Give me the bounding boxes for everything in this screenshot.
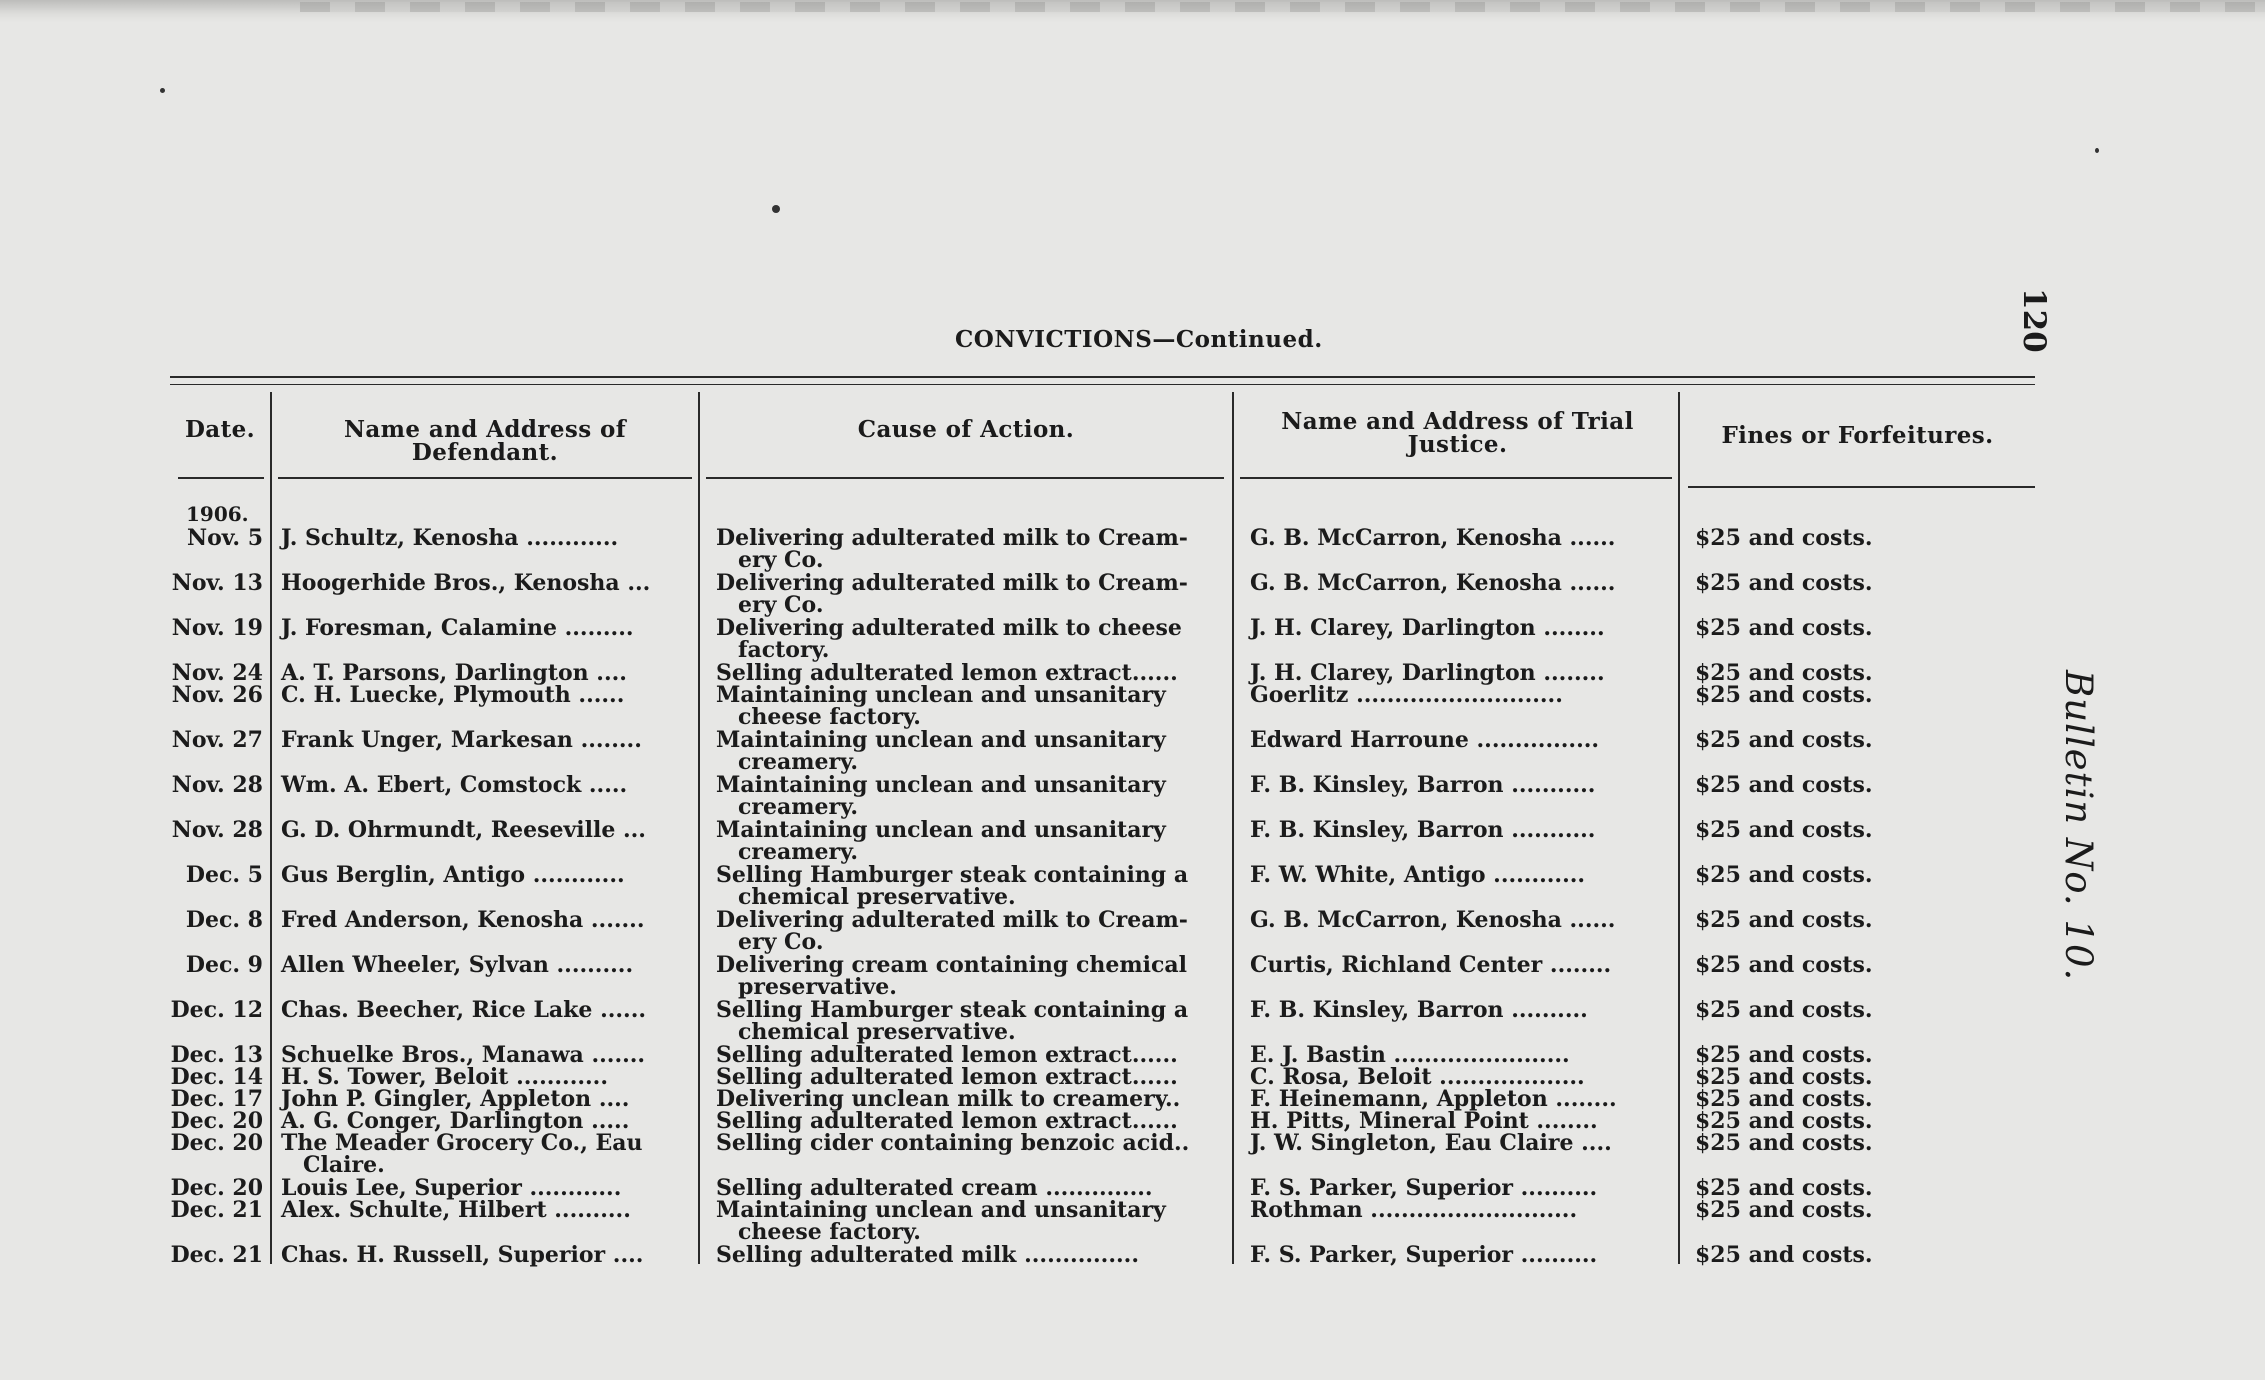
row-date: Dec. 17 [170, 1086, 263, 1112]
row-defendant [281, 999, 691, 1021]
row-defendant-line: Fred Anderson, Kenosha ....... [281, 907, 645, 933]
row-date: Dec. 12 [170, 997, 263, 1023]
row-cause [716, 1244, 1226, 1266]
header-defendant: Name and Address of Defendant. [343, 416, 627, 466]
row-defendant [281, 1132, 691, 1176]
row-date: Dec. 20 [170, 1175, 263, 1201]
row-justice: F. B. Kinsley, Barron .......... [1250, 997, 1588, 1023]
row-cause-line: Delivering cream containing chemical [716, 952, 1187, 978]
row-fine: $25 and costs. [1695, 1086, 1873, 1112]
row-fine: $25 and costs. [1695, 660, 1873, 686]
row-justice: F. S. Parker, Superior .......... [1250, 1242, 1598, 1268]
row-defendant [281, 1110, 691, 1132]
row-defendant-line: The Meader Grocery Co., Eau [281, 1130, 643, 1156]
row-defendant-line: Schuelke Bros., Manawa ....... [281, 1042, 646, 1068]
row-defendant [281, 819, 691, 841]
row-fine: $25 and costs. [1695, 1130, 1873, 1156]
column-divider [1232, 392, 1234, 1264]
row-defendant-line: H. S. Tower, Beloit ............ [281, 1064, 609, 1090]
row-date: Dec. 8 [185, 907, 263, 933]
header-justice: Name and Address of Trial Justice. [1281, 408, 1634, 458]
row-cause [716, 572, 1226, 616]
row-fine: $25 and costs. [1695, 1064, 1873, 1090]
row-cause-line: Maintaining unclean and unsanitary [716, 817, 1166, 843]
row-cause-line: Maintaining unclean and unsanitary [716, 727, 1166, 753]
row-cause-line: Delivering adulterated milk to cheese [716, 615, 1182, 641]
row-date: Dec. 9 [185, 952, 263, 978]
row-cause [716, 617, 1226, 661]
row-cause-line: Selling adulterated lemon extract...... [716, 1064, 1178, 1090]
row-justice: F. W. White, Antigo ............ [1250, 862, 1586, 888]
row-cause-line: Selling cider containing benzoic acid.. [716, 1130, 1190, 1156]
row-date: Dec. 20 [170, 1130, 263, 1156]
dust-speck [160, 88, 165, 93]
row-cause [716, 684, 1226, 728]
header-underline [178, 477, 264, 479]
row-defendant [281, 684, 691, 706]
row-cause-line: Selling adulterated cream .............. [716, 1175, 1153, 1201]
row-justice: J. H. Clarey, Darlington ........ [1250, 660, 1605, 686]
row-cause-line: ery Co. [738, 547, 824, 573]
row-fine: $25 and costs. [1695, 997, 1873, 1023]
column-divider [270, 392, 272, 1264]
row-date: Nov. 5 [187, 525, 263, 551]
row-cause [716, 954, 1226, 998]
row-cause [716, 999, 1226, 1043]
row-cause-line: Delivering adulterated milk to Cream- [716, 570, 1188, 596]
row-justice: G. B. McCarron, Kenosha ...... [1250, 525, 1616, 551]
row-justice: J. W. Singleton, Eau Claire .... [1250, 1130, 1612, 1156]
row-defendant [281, 1177, 691, 1199]
row-justice: H. Pitts, Mineral Point ........ [1250, 1108, 1598, 1134]
row-cause [716, 527, 1226, 571]
row-date: Nov. 28 [171, 772, 263, 798]
row-cause-line: Maintaining unclean and unsanitary [716, 682, 1166, 708]
row-cause-line: Maintaining unclean and unsanitary [716, 1197, 1166, 1223]
row-date: Dec. 5 [185, 862, 263, 888]
row-justice: G. B. McCarron, Kenosha ...... [1250, 907, 1616, 933]
row-cause [716, 1110, 1226, 1132]
row-cause-line: Selling adulterated lemon extract...... [716, 1108, 1178, 1134]
row-fine: $25 and costs. [1695, 727, 1873, 753]
row-defendant [281, 1066, 691, 1088]
row-defendant-line: Claire. [303, 1152, 385, 1178]
row-defendant [281, 864, 691, 886]
row-defendant [281, 909, 691, 931]
row-date: Nov. 28 [171, 817, 263, 843]
column-divider [1678, 392, 1680, 1264]
row-defendant-line: J. Schultz, Kenosha ............ [281, 525, 619, 551]
row-cause-line: chemical preservative. [738, 1019, 1016, 1045]
row-cause-line: ery Co. [738, 929, 824, 955]
row-justice: F. B. Kinsley, Barron ........... [1250, 772, 1596, 798]
header-underline [1688, 486, 2035, 488]
row-defendant-line: Gus Berglin, Antigo ............ [281, 862, 625, 888]
row-fine: $25 and costs. [1695, 1242, 1873, 1268]
row-cause-line: Selling Hamburger steak containing a [716, 862, 1189, 888]
row-defendant-line: C. H. Luecke, Plymouth ...... [281, 682, 625, 708]
row-defendant [281, 729, 691, 751]
row-justice: Curtis, Richland Center ........ [1250, 952, 1612, 978]
row-defendant [281, 1088, 691, 1110]
row-justice: F. B. Kinsley, Barron ........... [1250, 817, 1596, 843]
row-fine: $25 and costs. [1695, 772, 1873, 798]
row-defendant-line: Alex. Schulte, Hilbert .......... [281, 1197, 631, 1223]
row-cause-line: Delivering adulterated milk to Cream- [716, 525, 1188, 551]
scan-edge [0, 0, 2265, 22]
row-defendant [281, 954, 691, 976]
row-cause-line: chemical preservative. [738, 884, 1016, 910]
row-fine: $25 and costs. [1695, 570, 1873, 596]
row-justice: Goerlitz ........................... [1250, 682, 1563, 708]
row-cause [716, 1132, 1226, 1154]
row-date: Dec. 13 [170, 1042, 263, 1068]
header-cause: Cause of Action. [857, 416, 1075, 443]
row-cause [716, 1088, 1226, 1110]
row-cause [716, 864, 1226, 908]
row-justice: Rothman ........................... [1250, 1197, 1578, 1223]
row-defendant-line: Wm. A. Ebert, Comstock ..... [281, 772, 628, 798]
header-underline [278, 477, 692, 479]
row-cause [716, 1199, 1226, 1243]
row-defendant [281, 572, 691, 594]
year-label: 1906. [186, 502, 249, 526]
row-cause [716, 819, 1226, 863]
row-cause [716, 774, 1226, 818]
row-defendant-line: G. D. Ohrmundt, Reeseville ... [281, 817, 646, 843]
dust-speck [772, 205, 780, 213]
row-defendant [281, 617, 691, 639]
row-defendant [281, 774, 691, 796]
row-defendant-line: John P. Gingler, Appleton .... [281, 1086, 630, 1112]
row-fine: $25 and costs. [1695, 615, 1873, 641]
row-fine: $25 and costs. [1695, 907, 1873, 933]
row-justice: G. B. McCarron, Kenosha ...... [1250, 570, 1616, 596]
row-fine: $25 and costs. [1695, 1175, 1873, 1201]
scan-streaks [300, 2, 2265, 12]
row-cause [716, 909, 1226, 953]
row-defendant-line: Hoogerhide Bros., Kenosha ... [281, 570, 651, 596]
row-date: Dec. 14 [170, 1064, 263, 1090]
row-defendant-line: A. G. Conger, Darlington ..... [281, 1108, 630, 1134]
row-cause [716, 662, 1226, 684]
row-defendant-line: A. T. Parsons, Darlington .... [281, 660, 627, 686]
header-fines: Fines or Forfeitures. [1721, 422, 1994, 449]
row-justice: Edward Harroune ................ [1250, 727, 1600, 753]
table-top-rule [170, 376, 2035, 378]
row-cause [716, 729, 1226, 773]
row-justice: F. Heinemann, Appleton ........ [1250, 1086, 1617, 1112]
row-justice: F. S. Parker, Superior .......... [1250, 1175, 1598, 1201]
row-cause [716, 1044, 1226, 1066]
row-defendant-line: Chas. H. Russell, Superior .... [281, 1242, 644, 1268]
row-cause [716, 1177, 1226, 1199]
header-date: Date. [184, 416, 256, 443]
row-date: Nov. 26 [171, 682, 263, 708]
row-date: Nov. 19 [171, 615, 263, 641]
row-cause-line: factory. [738, 637, 830, 663]
row-fine: $25 and costs. [1695, 1108, 1873, 1134]
page-number: 120 [2016, 288, 2052, 353]
dust-speck [2095, 148, 2099, 153]
row-defendant [281, 1044, 691, 1066]
row-justice: C. Rosa, Beloit ................... [1250, 1064, 1585, 1090]
row-cause-line: cheese factory. [738, 1219, 921, 1245]
row-cause-line: preservative. [738, 974, 897, 1000]
table-top-rule-double [170, 384, 2035, 385]
row-date: Dec. 21 [170, 1242, 263, 1268]
row-defendant-line: Frank Unger, Markesan ........ [281, 727, 642, 753]
row-cause-line: creamery. [738, 794, 859, 820]
row-fine: $25 and costs. [1695, 682, 1873, 708]
header-underline [706, 477, 1224, 479]
row-cause-line: creamery. [738, 839, 859, 865]
row-cause-line: creamery. [738, 749, 859, 775]
row-fine: $25 and costs. [1695, 952, 1873, 978]
row-cause-line: ery Co. [738, 592, 824, 618]
row-fine: $25 and costs. [1695, 862, 1873, 888]
row-justice: E. J. Bastin ....................... [1250, 1042, 1570, 1068]
row-defendant [281, 1244, 691, 1266]
header-underline [1240, 477, 1672, 479]
row-defendant-line: Chas. Beecher, Rice Lake ...... [281, 997, 647, 1023]
row-date: Nov. 13 [171, 570, 263, 596]
row-defendant [281, 662, 691, 684]
row-fine: $25 and costs. [1695, 817, 1873, 843]
row-fine: $25 and costs. [1695, 1197, 1873, 1223]
row-date: Dec. 20 [170, 1108, 263, 1134]
row-cause-line: cheese factory. [738, 704, 921, 730]
row-date: Nov. 27 [171, 727, 263, 753]
row-defendant-line: J. Foresman, Calamine ......... [281, 615, 634, 641]
row-cause-line: Selling adulterated milk ............... [716, 1242, 1139, 1268]
row-cause-line: Delivering unclean milk to creamery.. [716, 1086, 1181, 1112]
row-cause-line: Selling adulterated lemon extract...... [716, 660, 1178, 686]
row-cause-line: Delivering adulterated milk to Cream- [716, 907, 1188, 933]
row-justice: J. H. Clarey, Darlington ........ [1250, 615, 1605, 641]
row-date: Dec. 21 [170, 1197, 263, 1223]
row-date: Nov. 24 [171, 660, 263, 686]
column-divider [698, 392, 700, 1264]
row-cause [716, 1066, 1226, 1088]
row-defendant-line: Allen Wheeler, Sylvan .......... [281, 952, 634, 978]
row-fine: $25 and costs. [1695, 525, 1873, 551]
page-title: CONVICTIONS—Continued. [955, 326, 1323, 353]
row-defendant-line: Louis Lee, Superior ............ [281, 1175, 622, 1201]
row-cause-line: Selling Hamburger steak containing a [716, 997, 1189, 1023]
row-cause-line: Maintaining unclean and unsanitary [716, 772, 1166, 798]
row-cause-line: Selling adulterated lemon extract...... [716, 1042, 1178, 1068]
row-defendant [281, 1199, 691, 1221]
running-head: Bulletin No. 10. [2057, 670, 2100, 982]
row-fine: $25 and costs. [1695, 1042, 1873, 1068]
row-defendant [281, 527, 691, 549]
